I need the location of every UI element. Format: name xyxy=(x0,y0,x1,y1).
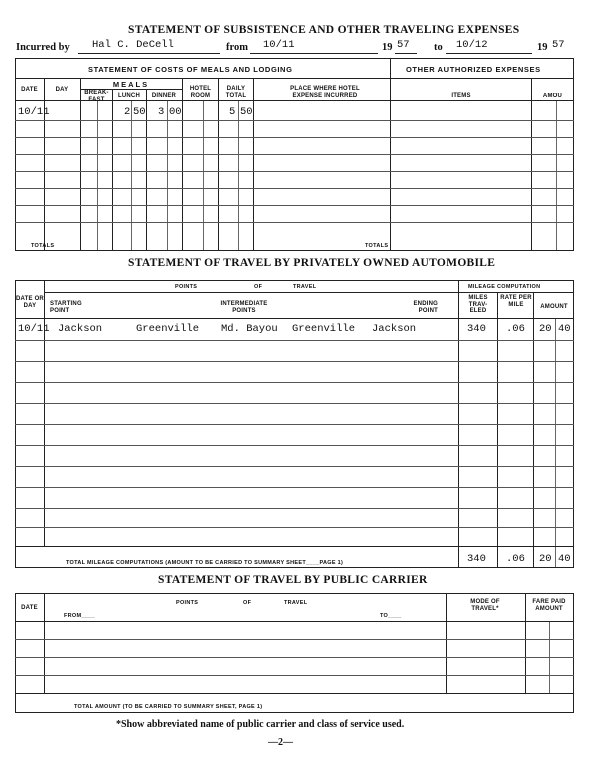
page-number: —2— xyxy=(268,737,293,748)
auto-col-ending: ENDING POINT xyxy=(413,301,438,314)
meals-row1-daily-cents[interactable]: 50 xyxy=(240,106,253,118)
form-title: STATEMENT OF SUBSISTENCE AND OTHER TRAVELING EXPENSES xyxy=(128,24,520,36)
col-day: DAY xyxy=(55,87,69,93)
from-year-prefix: 19 xyxy=(382,42,393,53)
col-items: ITEMS xyxy=(451,93,471,99)
auto-total-cents[interactable]: 40 xyxy=(558,553,571,565)
auto-row1-start[interactable]: Jackson xyxy=(58,323,103,335)
meals-row1-date[interactable]: 10/11 xyxy=(18,106,50,118)
carrier-col-fare: FARE PAID AMOUNT xyxy=(532,599,566,612)
meals-row1-daily-dollars[interactable]: 5 xyxy=(229,106,236,118)
from-label: from xyxy=(226,42,248,53)
carrier-section-title: STATEMENT OF TRAVEL BY PUBLIC CARRIER xyxy=(158,574,428,586)
meals-section-title: STATEMENT OF COSTS OF MEALS AND LODGING xyxy=(88,65,293,74)
col-hotel-room: HOTEL ROOM xyxy=(189,86,212,99)
col-place: PLACE WHERE HOTEL EXPENSE INCURRED xyxy=(290,86,360,99)
auto-row1-miles[interactable]: 340 xyxy=(467,323,486,335)
from-date-value[interactable]: 10/11 xyxy=(263,39,295,51)
meals-totals-right: TOTALS xyxy=(365,243,389,249)
auto-col-amount: AMOUNT xyxy=(540,304,568,310)
carrier-to-label: TO____ xyxy=(380,613,402,619)
carrier-of-label: OF xyxy=(243,600,252,606)
col-lunch: LUNCH xyxy=(118,93,140,99)
auto-row1-date[interactable]: 10/11 xyxy=(18,323,50,335)
auto-section-title: STATEMENT OF TRAVEL BY PRIVATELY OWNED AUTOMOBILE xyxy=(128,257,496,269)
col-amount: AMOU xyxy=(542,93,563,99)
carrier-col-date: DATE xyxy=(21,605,38,611)
auto-travel-label: TRAVEL xyxy=(293,284,317,290)
auto-col-intermediate: INTERMEDIATE POINTS xyxy=(220,301,268,314)
to-year-prefix: 19 xyxy=(537,42,548,53)
to-year-value[interactable]: 57 xyxy=(552,39,565,51)
carrier-from-label: FROM____ xyxy=(64,613,95,619)
col-breakfast: BREAK-FAST xyxy=(84,90,109,103)
to-label: to xyxy=(434,42,443,53)
auto-col-rate: RATE PER MILE xyxy=(500,295,532,308)
incurred-by-value[interactable]: Hal C. DeCell xyxy=(92,39,174,51)
col-dinner: DINNER xyxy=(151,93,177,99)
meals-row1-lunch-dollars[interactable]: 2 xyxy=(124,106,131,118)
to-date-value[interactable]: 10/12 xyxy=(456,39,488,51)
auto-row1-end[interactable]: Jackson xyxy=(372,323,417,335)
meals-totals-left: TOTALS xyxy=(31,243,55,249)
carrier-travel-label: TRAVEL xyxy=(284,600,308,606)
auto-row1-point1[interactable]: Greenville xyxy=(136,323,200,335)
footnote: *Show abbreviated name of public carrier and class of service used. xyxy=(116,719,405,730)
auto-total-rate[interactable]: .06 xyxy=(506,553,525,565)
incurred-by-label: Incurred by xyxy=(16,42,70,53)
col-daily-total: DAILY TOTAL xyxy=(225,86,247,99)
auto-col-miles: MILES TRAV-ELED xyxy=(468,295,488,314)
carrier-total-label: TOTAL AMOUNT (TO BE CARRIED TO SUMMARY SHEET, PAGE 1) xyxy=(74,704,263,710)
auto-total-label: TOTAL MILEAGE COMPUTATIONS (AMOUNT TO BE CARRIED TO SUMMARY SHEET____PAGE 1) xyxy=(66,560,344,566)
auto-total-miles[interactable]: 340 xyxy=(467,553,486,565)
col-meals: MEALS xyxy=(112,80,150,89)
auto-of-label: OF xyxy=(254,284,263,290)
carrier-points-label: POINTS xyxy=(176,600,199,606)
auto-row1-point3[interactable]: Greenville xyxy=(292,323,356,335)
other-expenses-title: OTHER AUTHORIZED EXPENSES xyxy=(406,65,541,74)
meals-row1-lunch-cents[interactable]: 50 xyxy=(133,106,146,118)
auto-total-dollars[interactable]: 20 xyxy=(539,553,552,565)
auto-row1-amount-cents[interactable]: 40 xyxy=(558,323,571,335)
auto-col-starting: STARTING POINT xyxy=(50,301,82,314)
meals-row1-dinner-cents[interactable]: 00 xyxy=(169,106,182,118)
col-date: DATE xyxy=(21,87,38,93)
from-year-value[interactable]: 57 xyxy=(397,39,410,51)
carrier-col-mode: MODE OF TRAVEL* xyxy=(470,599,500,612)
auto-row1-rate[interactable]: .06 xyxy=(506,323,525,335)
meals-row1-dinner-dollars[interactable]: 3 xyxy=(158,106,165,118)
auto-points-label: POINTS xyxy=(175,284,198,290)
auto-col-date: DATE OR DAY xyxy=(16,296,44,309)
mileage-computation-label: MILEAGE COMPUTATION xyxy=(468,284,541,290)
auto-row1-point2[interactable]: Md. Bayou xyxy=(221,323,278,335)
auto-row1-amount-dollars[interactable]: 20 xyxy=(539,323,552,335)
